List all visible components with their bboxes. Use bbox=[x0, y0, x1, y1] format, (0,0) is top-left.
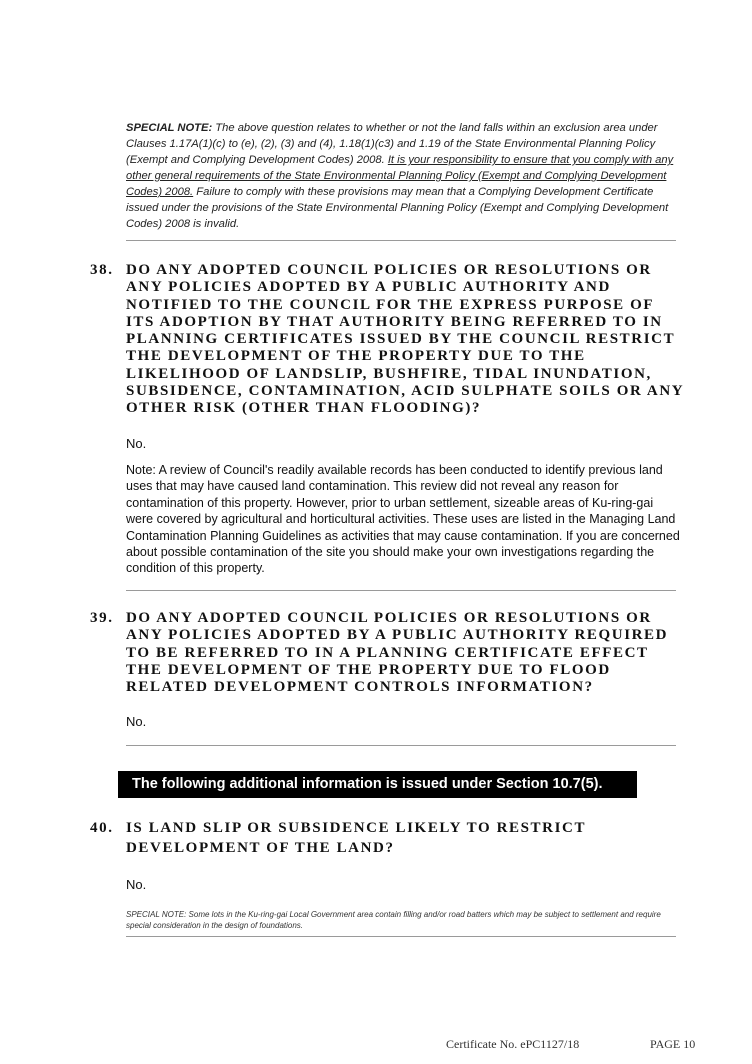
question-39-number: 39. bbox=[90, 610, 114, 626]
special-note-text-1: The above question relates to whether or not the land falls within an exclusion area under Clauses 1.17A(1)(c) to (e), (2), (3) and (4), 1.18(1)(c3) and 1.19 of the State Environmental Planning Policy (Exempt and Complying Development Codes) 2008. bbox=[126, 122, 658, 166]
divider-4 bbox=[126, 936, 676, 937]
question-40-answer: No. bbox=[126, 877, 147, 892]
divider-1 bbox=[126, 240, 676, 241]
special-note-text-2: Failure to comply with these provisions may mean that a Complying Development Certificate issued under the provisions of the State Environmental Planning Policy (Exempt and Complying Development Codes) 2008 is invalid. bbox=[126, 186, 669, 230]
question-39-title: DO ANY ADOPTED COUNCIL POLICIES OR RESOLUTIONS OR ANY POLICIES ADOPTED BY A PUBLIC AUTHORITY REQUIRED TO BE REFERRED TO IN A PLANNING CERTIFICATE EFFECT THE DEVELOPMENT OF THE PROPERTY DUE TO FLOOD RELATED DEVELOPMENT CONTROLS INFORMATION? bbox=[126, 610, 669, 696]
question-38-number: 38. bbox=[90, 262, 114, 278]
divider-3 bbox=[126, 745, 676, 746]
special-note-37 bbox=[126, 120, 674, 232]
question-39-answer: No. bbox=[126, 714, 147, 729]
divider-2 bbox=[126, 590, 676, 591]
certificate-number: Certificate No. ePC1127/18 bbox=[446, 1037, 580, 1051]
question-40-title-line1: IS LAND SLIP OR SUBSIDENCE LIKELY TO RESTRICT bbox=[126, 820, 587, 836]
question-40-number: 40. bbox=[90, 820, 114, 836]
page-number: PAGE 10 bbox=[650, 1037, 696, 1051]
special-note-label: SPECIAL NOTE: bbox=[126, 122, 213, 134]
question-38-answer: No. bbox=[126, 436, 147, 451]
section-10-7-5-banner: The following additional information is issued under Section 10.7(5). bbox=[118, 771, 637, 798]
question-38-title: DO ANY ADOPTED COUNCIL POLICIES OR RESOLUTIONS OR ANY POLICIES ADOPTED BY A PUBLIC AUTHORITY AND NOTIFIED TO THE COUNCIL FOR THE EXPRESS PURPOSE OF ITS ADOPTION BY THAT AUTHORITY BEING REFERRED TO IN PLANNING CERTIFICATES ISSUED BY THE COUNCIL RESTRICT THE DEVELOPMENT OF THE PROPERTY DUE TO THE LIKELIHOOD OF LANDSLIP, BUSHFIRE, TIDAL INUNDATION, SUBSIDENCE, CONTAMINATION, ACID SULPHATE SOILS OR ANY OTHER RISK (OTHER THAN FLOODING)? bbox=[126, 262, 684, 417]
question-38-note: Note: A review of Council's readily available records has been conducted to identify previous land uses that may have caused land contamination. This review did not reveal any reason for contamination of this property. However, prior to urban settlement, sizeable areas of Ku-ring-gai were covered by agricultural and horticultural activities. These uses are listed in the Managing Land Contamination Planning Guidelines as activities that may cause contamination. If you are concerned about possible contamination of the site you should make your own investigations regarding the condition of this property. bbox=[126, 463, 680, 576]
question-40-special-note: SPECIAL NOTE: Some lots in the Ku-ring-gai Local Government area contain filling and/or road batters which may be subject to settlement and require special consideration in the design of foundations. bbox=[126, 910, 661, 930]
special-note-underlined: It is your responsibility to ensure that you comply with any other general requirements of the State Environmental Planning Policy (Exempt and Complying Development Codes) 2008. bbox=[126, 154, 674, 198]
question-40-title-line2: DEVELOPMENT OF THE LAND? bbox=[126, 840, 395, 856]
